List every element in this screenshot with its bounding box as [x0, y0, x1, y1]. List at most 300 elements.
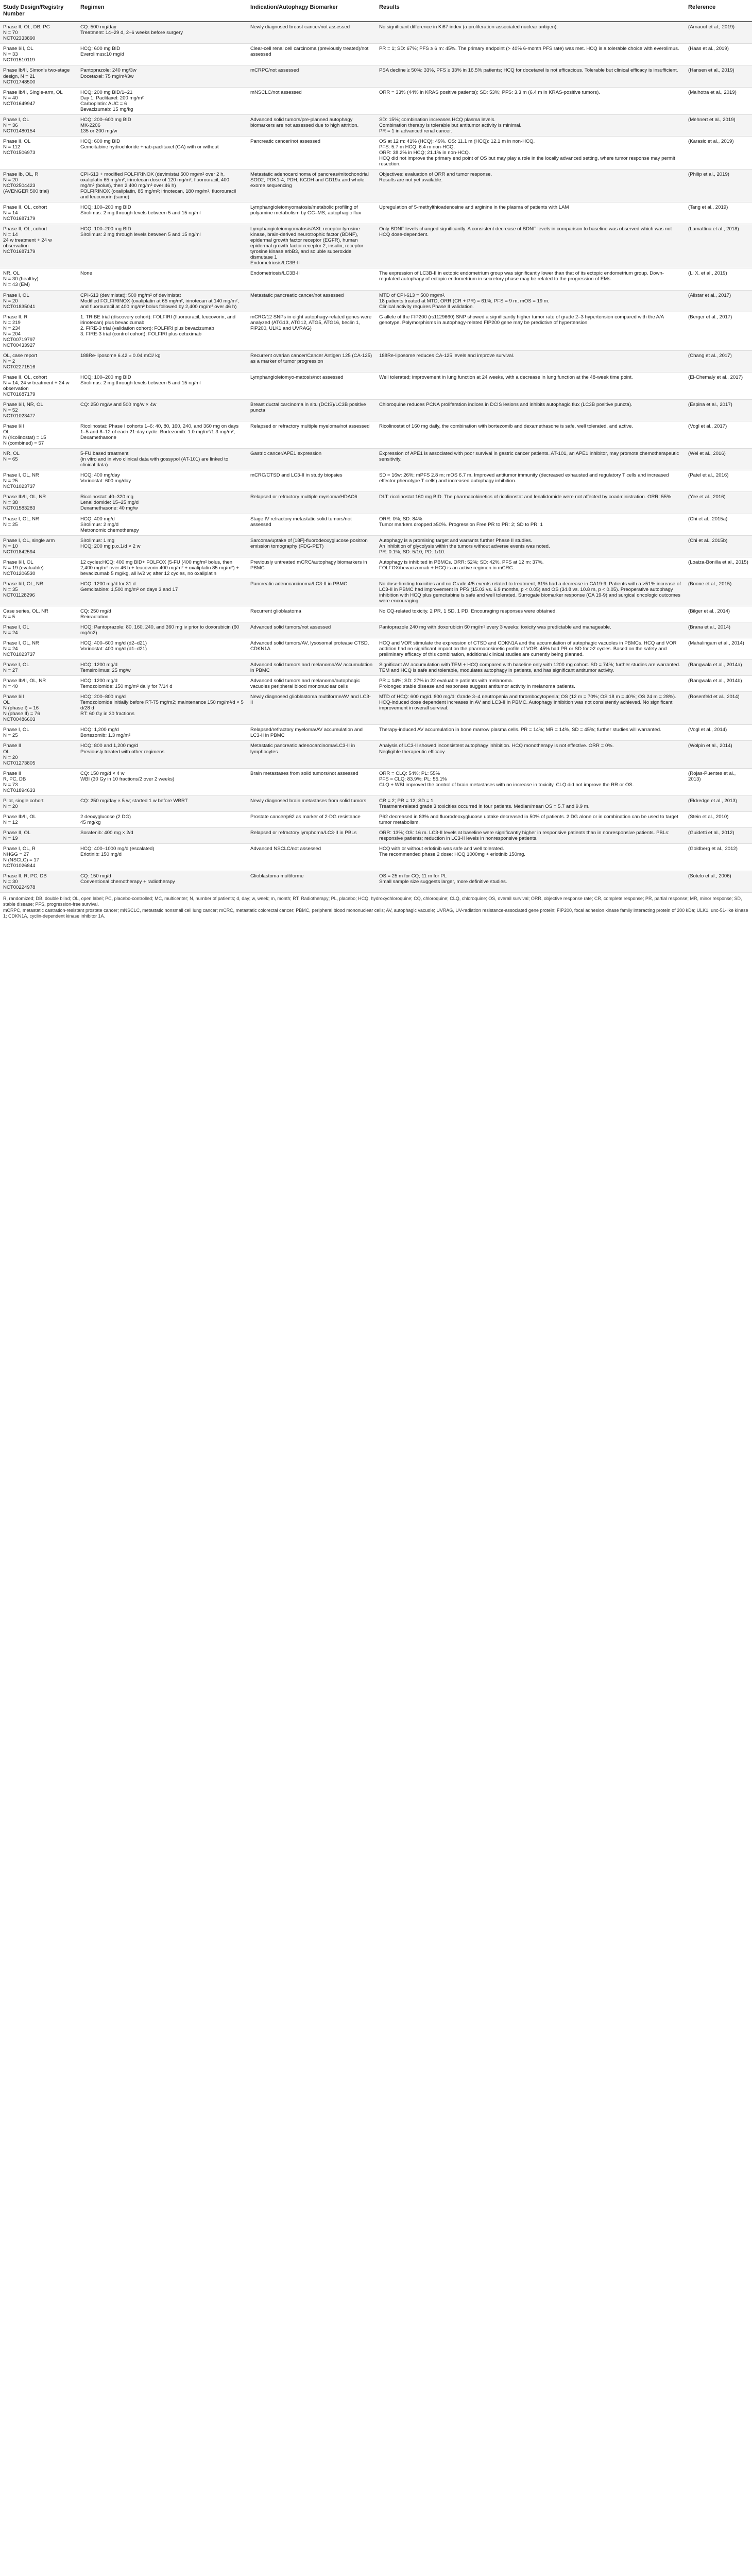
cell-regimen [77, 795, 247, 811]
table-row [0, 579, 752, 606]
cell-regimen-text: HCQ: 200–600 mg BID MK-2206 135 or 200 mg/w [80, 116, 131, 134]
cell-study-design-text: Phase I, OL, NR N = 25 NCT01023737 [3, 472, 39, 490]
cell-indication-text: Lymphangioleiomyomatosis/metabolic profiling of polyamine metabolism by GC–MS; autophagic flux [250, 205, 361, 216]
cell-reference [685, 44, 752, 65]
cell-reference-text: (Vogl et al., 2017) [688, 423, 727, 430]
cell-reference [685, 87, 752, 114]
cell-reference [685, 535, 752, 557]
cell-study-design-text: Phase Ib/II, Single-arm, OL N = 40 NCT01649947 [3, 89, 63, 107]
cell-regimen [77, 421, 247, 449]
cell-results [376, 768, 685, 795]
cell-regimen-text: Sirolimus: 1 mg HCQ: 200 mg p.o.1/d × 2 w [80, 537, 141, 549]
cell-regimen [77, 268, 247, 290]
cell-regimen [77, 692, 247, 725]
cell-study-design-text: Phase Ib/II, OL, NR N = 38 NCT01583283 [3, 494, 46, 512]
cell-regimen [77, 290, 247, 312]
table-row [0, 871, 752, 893]
cell-regimen [77, 579, 247, 606]
table-row [0, 768, 752, 795]
cell-results-text: Only BDNF levels changed significantly. A consistent decrease of BDNF levels in comparison to baseline was observed which was not HCQ dose-dependent. [379, 226, 672, 238]
table-row [0, 312, 752, 350]
cell-regimen [77, 169, 247, 202]
table-row [0, 87, 752, 114]
cell-results [376, 44, 685, 65]
header-reference: Reference [685, 0, 752, 22]
cell-study-design [0, 535, 77, 557]
cell-indication [247, 725, 376, 741]
table-row [0, 449, 752, 470]
cell-regimen [77, 843, 247, 871]
cell-results-text: ORR: 0%; SD: 84% Tumor markers dropped ≥50%. Progression Free PR to PR: 2; SD to PR: 1 [379, 516, 543, 528]
cell-results-text: Autophagy is inhibited in PBMCs. ORR: 52%; SD: 42%. PFS at 12 m: 37%. FOLFOX/bevacizumab + HCQ is an active regimen in mCRC. [379, 559, 544, 571]
cell-indication-text: Breast ductal carcinoma in situ (DCIS)/LC3B positive puncta [250, 402, 366, 414]
cell-reference-text: (Rangwala et al., 2014b) [688, 678, 742, 684]
cell-reference [685, 290, 752, 312]
cell-study-design [0, 268, 77, 290]
cell-indication [247, 795, 376, 811]
cell-indication-text: Newly diagnosed glioblastoma multiforme/AV and LC3-II [250, 694, 371, 706]
cell-reference-text: (Sotelo et al., 2006) [688, 873, 731, 879]
cell-reference [685, 400, 752, 421]
cell-indication-text: Relapsed or refractory multiple myeloma/not assessed [250, 423, 370, 430]
cell-results-text: PR = 1; SD: 67%; PFS ≥ 6 m: 45%. The primary endpoint (> 40% 6-month PFS rate) was met. HCQ is a tolerable choice with everolimus. [379, 46, 679, 52]
cell-study-design [0, 421, 77, 449]
cell-regimen-text: Pantoprazole: 240 mg/3w Docetaxel: 75 mg/m²/3w [80, 67, 136, 79]
table-row [0, 811, 752, 827]
cell-study-design [0, 741, 77, 768]
cell-indication-text: Advanced solid tumors/AV, lysosomal protease CTSD, CDKN1A [250, 640, 369, 652]
cell-results-text: SD = 16w: 26%; mPFS 2.8 m; mOS 6.7 m. Improved antitumor immunity (decreased exhausted and regulatory T cells and increased effector phenotype T cells) and increased autophagy inhibition. [379, 472, 669, 484]
cell-regimen-text: HCQ: 1200 mg/d for 31 d Gemcitabine: 1,500 mg/m² on days 3 and 17 [80, 581, 178, 592]
cell-indication-text: Advanced solid tumors/not assessed [250, 624, 331, 630]
cell-results-text: Analysis of LC3-II showed inconsistent autophagy inhibition. HCQ monotherapy is not effective. ORR = 0%. Negligible therapeutic efficacy. [379, 743, 614, 755]
cell-regimen-text: Sorafenib: 400 mg × 2/d [80, 829, 133, 836]
cell-reference [685, 660, 752, 676]
cell-reference-text: (Malhotra et al., 2019) [688, 89, 737, 95]
cell-reference [685, 871, 752, 893]
cell-regimen-text: HCQ: 1,200 mg/d Bortezomib: 1.3 mg/m² [80, 727, 131, 739]
cell-indication-text: Metastatic pancreatic cancer/not assessed [250, 292, 344, 298]
cell-indication [247, 638, 376, 660]
cell-indication [247, 676, 376, 692]
table-row [0, 492, 752, 514]
cell-regimen-text: CQ: 250 mg/day × 5 w; started 1 w before WBRT [80, 798, 188, 804]
cell-regimen [77, 224, 247, 268]
cell-indication-text: mCRC/12 SNPs in eight autophagy-related genes were analyzed (ATG13, ATG12, ATG5, ATG16, beclin 1, FIP200, ULK1 and UVRAG) [250, 314, 372, 331]
cell-reference [685, 22, 752, 44]
cell-regimen [77, 725, 247, 741]
cell-indication [247, 606, 376, 622]
cell-indication-text: mCRC/CTSD and LC3-II in study biopsies [250, 472, 343, 479]
cell-study-design-text: Phase II, OL, cohort N = 14, 24 w treatment + 24 w observation NCT01687179 [3, 374, 70, 397]
cell-indication [247, 768, 376, 795]
cell-indication [247, 65, 376, 87]
cell-study-design [0, 768, 77, 795]
cell-regimen-text: HCQ: 200 mg BID/1–21 Day 1: Paclitaxel: 200 mg/m² Carboplatin: AUC = 6 Bevacizumab: 15 mg/kg [80, 89, 144, 112]
cell-reference-text: (Arnaout et al., 2019) [688, 24, 735, 30]
cell-reference [685, 514, 752, 535]
cell-reference [685, 579, 752, 606]
cell-study-design [0, 87, 77, 114]
cell-results-text: CR = 2; PR = 12; SD = 1 Treatment-related grade 3 toxicities occurred in four patients. Median/mean OS = 5.7 and 9.9 m. [379, 798, 590, 809]
cell-indication-text: Lymphangioleiomyomatosis/AXL receptor tyrosine kinase, brain-derived neurotrophic factor (BDNF), epidermal growth factor receptor (EGFR), human epidermal growth factor receptor 2, insulin, receptor tyrosine kinase erbB3, and soluble superoxide dismutase 1 Endometriosis/LC3B-II [250, 226, 364, 266]
cell-regimen [77, 622, 247, 638]
cell-reference-text: (Wolpin et al., 2014) [688, 743, 732, 749]
cell-results [376, 224, 685, 268]
cell-reference [685, 114, 752, 136]
cell-indication [247, 372, 376, 399]
cell-reference-text: (Philip et al., 2019) [688, 171, 729, 177]
cell-results [376, 202, 685, 224]
cell-results-text: The expression of LC3B-II in ectopic endometrium group was significantly lower than that of its ectopic endometrium group. Down-regulated autophagy of ectopic endometrium in secretory phase may be related to the progression of EMs. [379, 270, 664, 282]
cell-study-design [0, 400, 77, 421]
cell-reference-text: (Hansen et al., 2019) [688, 67, 734, 74]
cell-indication-text: Pancreatic cancer/not assessed [250, 138, 320, 144]
cell-study-design-text: NR, OL N = 65 [3, 451, 20, 463]
header-regimen: Regimen [77, 0, 247, 22]
cell-indication [247, 557, 376, 579]
cell-regimen [77, 606, 247, 622]
cell-indication [247, 350, 376, 372]
cell-results [376, 312, 685, 350]
cell-study-design-text: Phase I/II, OL, NR N = 35 NCT01128296 [3, 581, 43, 598]
cell-results [376, 622, 685, 638]
table-row [0, 638, 752, 660]
cell-reference-text: (Wei et al., 2016) [688, 451, 726, 457]
table-row [0, 827, 752, 843]
cell-reference [685, 827, 752, 843]
cell-results-text: Chloroquine reduces PCNA proliferation indices in DCIS lesions and inhibits autophagic flux (LC3B positive puncta). [379, 402, 633, 408]
cell-results-text: PR = 14%; SD: 27% in 22 evaluable patients with melanoma. Prolonged stable disease and responses suggest antitumor activity in melanoma patients. [379, 678, 575, 690]
cell-regimen-text: HCQ: 400 mg/day Vorinostat: 600 mg/day [80, 472, 131, 484]
cell-indication-text: Previously untreated mCRC/autophagy biomarkers in PBMC [250, 559, 367, 571]
cell-study-design-text: Phase I/II, OL N = 33 NCT01510119 [3, 46, 35, 63]
cell-results-text: ORR = CLQ: 54%; PL: 55% PFS = CLQ: 83.9%; PL: 55.1% CLQ + WBI improved the control of brain metastases with no increase in toxicity. CLQ did not improve the RR or OS. [379, 770, 634, 788]
cell-study-design [0, 514, 77, 535]
cell-results-text: SD: 15%; combination increases HCQ plasma levels. Combination therapy is tolerable but antitumor activity is minimal. PR = 1 in advanced renal cancer. [379, 116, 522, 134]
cell-results-text: PSA decline ≥ 50%: 33%, PFS ≥ 33% in 16.5% patients; HCQ for docetaxel is not efficacious. Tolerable but clinical efficacy is insufficient. [379, 67, 678, 74]
cell-study-design-text: Phase I/II, OL N = 19 (evaluable) NCT01206530 [3, 559, 44, 577]
cell-study-design-text: Phase Ib/II, Simon's two-stage design, N = 21 NCT01748500 [3, 67, 70, 85]
header-row [0, 0, 752, 22]
cell-regimen-text: HCQ: 400–1000 mg/d (escalated) Erlotinib: 150 mg/d [80, 845, 155, 857]
cell-indication-text: Relapsed or refractory multiple myeloma/HDAC6 [250, 494, 357, 500]
cell-study-design [0, 136, 77, 169]
cell-regimen [77, 22, 247, 44]
cell-indication-text: Pancreatic adenocarcinoma/LC3-II in PBMC [250, 581, 348, 587]
cell-results [376, 741, 685, 768]
cell-indication [247, 169, 376, 202]
cell-reference [685, 741, 752, 768]
cell-study-design [0, 843, 77, 871]
cell-results-text: No significant difference in Ki67 index (a proliferation-associated nuclear antigen). [379, 24, 558, 30]
cell-reference-text: (Patel et al., 2016) [688, 472, 729, 479]
cell-reference [685, 768, 752, 795]
table-row [0, 622, 752, 638]
header-results: Results [376, 0, 685, 22]
cell-indication [247, 843, 376, 871]
cell-study-design [0, 676, 77, 692]
cell-regimen [77, 372, 247, 399]
cell-results [376, 725, 685, 741]
cell-regimen-text: HCQ: 100–200 mg BID Sirolimus: 2 mg through levels between 5 and 15 ng/ml [80, 205, 201, 216]
table-row [0, 44, 752, 65]
cell-reference-text: (Rosenfeld et al., 2014) [688, 694, 740, 700]
cell-reference-text: (Bilger et al., 2014) [688, 608, 730, 614]
cell-study-design [0, 795, 77, 811]
cell-study-design [0, 202, 77, 224]
cell-regimen-text: HCQ: 600 mg BID Everolimus:10 mg/d [80, 46, 124, 58]
table-row [0, 350, 752, 372]
cell-study-design [0, 114, 77, 136]
cell-study-design-text: Phase I/II OL N (ricolinostat) = 15 N (combined) = 57 [3, 423, 46, 447]
cell-reference [685, 312, 752, 350]
cell-indication [247, 224, 376, 268]
cell-indication-text: mCRPC/not assessed [250, 67, 299, 74]
cell-reference [685, 638, 752, 660]
table-row [0, 224, 752, 268]
header-indication: Indication/Autophagy Biomarker [247, 0, 376, 22]
table-row [0, 557, 752, 579]
cell-regimen [77, 312, 247, 350]
cell-reference-text: (Chi et al., 2015a) [688, 516, 728, 522]
cell-study-design-text: Phase Ib, OL, R N = 20 NCT02504423 (AVENGER 500 trial) [3, 171, 49, 195]
cell-reference-text: (Espina et al., 2017) [688, 402, 732, 408]
cell-results [376, 372, 685, 399]
cell-indication-text: Clear-cell renal cell carcinoma (previously treated)/not assessed [250, 46, 369, 58]
cell-regimen-text: 12 cycles:HCQ: 400 mg BID+ FOLFOX (5-FU (400 mg/m² bolus, then 2,400 mg/m² over 46 h + leucovorin 400 mg/m² + oxaliplatin 85 mg/m²) + bevacizumab 5 mg/kg, all iv/2 w; after 12 cycles, no oxaliplatin [80, 559, 239, 577]
cell-reference [685, 224, 752, 268]
cell-indication [247, 470, 376, 492]
cell-reference-text: (El-Chemaly et al., 2017) [688, 374, 743, 380]
cell-study-design [0, 827, 77, 843]
cell-reference [685, 557, 752, 579]
cell-indication [247, 202, 376, 224]
cell-study-design [0, 725, 77, 741]
table-footnote: R, randomized; DB, double blind; OL, open label; PC, placebo-controlled; MC, multicenter; N, number of patients; d, day; w, week; m, month; RT, Radiotherapy; PL, placebo; HCQ, hydroxychloroquine; CQ, chloroquine; CLQ, chloroquine; OS, overall survival; ORR, objective response rate; CR, complete response; PR, partial response; MR, minor response; SD, stable disease; PFS, progression-free survival. mCRPC, metastatic castration-resistant prostate cancer; mNSCLC, metastatic nonsmall cell lung cancer; mCRC, metastatic colorectal cancer; PBMC, peripheral blood mononuclear cells; AV, autophagic vacuole; UVRAG, UV-radiation resistance-associated gene protein; FIP200, focal adhesion kinase family interacting protein of 200 kDa; ULK1, unc-51-like kinase 1; CDKN1A, cyclin-dependent kinase inhibitor 1A. [3, 896, 748, 919]
cell-indication-text: Endometriosis/LC3B-II [250, 270, 300, 277]
cell-results [376, 290, 685, 312]
cell-reference-text: (Vogl et al., 2014) [688, 727, 727, 733]
cell-indication-text: Advanced solid tumors and melanoma/autophagic vacuoles peripheral blood mononuclear cells [250, 678, 360, 690]
cell-regimen [77, 827, 247, 843]
cell-study-design [0, 224, 77, 268]
cell-reference-text: (Karasic et al., 2019) [688, 138, 734, 144]
cell-study-design-text: Phase I, OL, NR N = 25 [3, 516, 39, 528]
cell-reference-text: (Brana et al., 2014) [688, 624, 731, 630]
cell-study-design [0, 811, 77, 827]
cell-study-design-text: Pilot, single cohort N = 20 [3, 798, 44, 809]
cell-results-text: Significant AV accumulation with TEM + HCQ compared with baseline only with 1200 mg cohort. SD = 74%; further studies are warranted. TEM and HCQ is safe and tolerable, modulates autophagy in patients, and has significant antitumor activity. [379, 662, 680, 674]
cell-results-text: Objectives: evaluation of ORR and tumor response. Results are not yet available. [379, 171, 492, 183]
cell-study-design [0, 579, 77, 606]
cell-regimen-text: None [80, 270, 92, 277]
cell-study-design-text: Phase II, OL, cohort N = 14 24 w treatment + 24 w observation NCT01687179 [3, 226, 52, 255]
cell-results [376, 470, 685, 492]
cell-reference-text: (Mehnert et al., 2019) [688, 116, 736, 123]
cell-indication [247, 692, 376, 725]
table-row [0, 169, 752, 202]
cell-indication-text: Advanced NSCLC/not assessed [250, 845, 321, 852]
cell-results-text: Well tolerated; improvement in lung function at 24 weeks, with a decrease in lung function at the 48-week time point. [379, 374, 633, 380]
cell-results-text: MTD of HCQ: 600 mg/d. 800 mg/d: Grade 3–4 neutropenia and thrombocytopenia; OS (12 m = 70%; OS 18 m = 40%; OS 24 m = 28%). HCQ-induced dose dependent increases in AV and LC3-II in PBMC. Autophagy inhibition was not consistently achieved. No significant improvement in overall survival. [379, 694, 676, 711]
cell-results-text: Upregulation of 5-methylthioadenosine and arginine in the plasma of patients with LAM [379, 205, 569, 211]
cell-study-design-text: Phase II OL N = 20 NCT01273805 [3, 743, 36, 766]
cell-regimen-text: 2 deoxyglucose (2 DG) 45 mg/kg [80, 814, 131, 825]
table-row [0, 400, 752, 421]
cell-study-design [0, 492, 77, 514]
cell-results-text: P62 decreased in 83% and fluorodeoxyglucose uptake decreased in 50% of patients. 2 DG alone or in combination can be used to target tumor metabolism. [379, 814, 678, 825]
table-row [0, 843, 752, 871]
cell-study-design-text: Phase II, OL, DB, PC N = 70 NCT02333890 [3, 24, 50, 42]
table-row [0, 421, 752, 449]
table-row [0, 22, 752, 44]
cell-regimen-text: 5-FU based treatment (in vitro and in vivo clinical data with gossypol (AT-101) are linked to clinical data) [80, 451, 229, 468]
cell-study-design [0, 290, 77, 312]
cell-regimen-text: HCQ: 100–200 mg BID Sirolimus: 2 mg through levels between 5 and 15 ng/ml [80, 226, 201, 238]
cell-study-design [0, 44, 77, 65]
cell-indication [247, 44, 376, 65]
cell-results [376, 65, 685, 87]
cell-study-design [0, 350, 77, 372]
cell-results [376, 871, 685, 893]
cell-regimen-text: 188Re-liposome 6.42 ± 0.04 mCi/ kg [80, 352, 161, 359]
cell-reference-text: (Mahalingam et al., 2014) [688, 640, 744, 647]
table-row [0, 692, 752, 725]
cell-results-text: DLT: ricolinostat 160 mg BID. The pharmacokinetics of ricolinostat and lenalidomide were not affected by coadministration. ORR: 55% [379, 494, 671, 500]
cell-reference [685, 811, 752, 827]
cell-results-text: OS at 12 m: 41% (HCQ): 49%. OS: 11.1 m (HCQ): 12.1 m in non-HCQ. PFS: 5.7 m HCQ; 6.4 m non-HCQ. ORR: 38.2% in HCQ; 21.1% in non-HCQ. HCQ did not improve the primary end point of OS but may play a role in the locally advanced setting, where tumor response may permit resection. [379, 138, 675, 167]
cell-regimen [77, 114, 247, 136]
cell-results [376, 449, 685, 470]
cell-indication [247, 535, 376, 557]
cell-indication-text: Stage IV refractory metastatic solid tumors/not assessed [250, 516, 352, 528]
cell-reference [685, 350, 752, 372]
cell-study-design-text: Phase II, OL, cohort N = 14 NCT01687179 [3, 205, 47, 222]
cell-indication [247, 290, 376, 312]
cell-results-text: 188Re-liposome reduces CA-125 levels and improve survival. [379, 352, 515, 359]
cell-regimen [77, 350, 247, 372]
cell-indication [247, 579, 376, 606]
cell-study-design [0, 622, 77, 638]
cell-indication-text: Recurrent glioblastoma [250, 608, 301, 614]
cell-reference-text: (Berger et al., 2017) [688, 314, 732, 320]
table-row [0, 65, 752, 87]
cell-regimen-text: CPI-613 (devimistat): 500 mg/m² of devimistat Modified FOLFIRINOX (oxaliplatin at 65 mg/m², irinotecan at 140 mg/m², and fluorouracil at 400 mg/m² bolus followed by 2,400 mg/m² over 46 h) [80, 292, 239, 310]
cell-reference [685, 372, 752, 399]
cell-results-text: Therapy-induced AV accumulation in bone marrow plasma cells. PR = 14%; MR = 14%, SD = 45%; further studies will warranted. [379, 727, 661, 733]
cell-reference-text: (Lamattina et al., 2018) [688, 226, 739, 232]
cell-regimen-text: CQ: 500 mg/day Treatment: 14–29 d, 2–6 weeks before surgery [80, 24, 183, 36]
cell-study-design-text: Phase I, OL N = 24 [3, 624, 29, 636]
cell-regimen-text: HCQ: 400–600 mg/d (d2–d21) Vorinostat: 400 mg/d (d1–d21) [80, 640, 147, 652]
table-row [0, 136, 752, 169]
cell-results-text: MTD of CPI-613 = 500 mg/m². 18 patients treated at MTD, ORR (CR + PR) = 61%, PFS = 9 m, mOS = 19 m. Clinical activity requires Phase II validation. [379, 292, 550, 310]
cell-indication [247, 811, 376, 827]
cell-results-text: Expression of APE1 is associated with poor survival in gastric cancer patients. AT-101, an APE1 inhibitor, may promote chemotherapeutic sensitivity. [379, 451, 679, 463]
cell-study-design-text: Phase Ib/II, OL, NR N = 40 [3, 678, 46, 690]
cell-regimen-text: CQ: 150 mg/d Conventional chemotherapy + radiotherapy [80, 873, 175, 885]
cell-results-text: G allele of the FIP200 (rs1129660) SNP showed a significantly higher tumor rate of grade 2–3 hypertension compared with the A/A genotype. Polymorphisms in autophagy-related FIP200 gene may be predictive of hypertension. [379, 314, 664, 326]
cell-reference-text: (Rojas-Puentes et al., 2013) [688, 770, 736, 782]
cell-study-design-text: Phase II, R, PC, DB N = 30 NCT00224978 [3, 873, 47, 891]
cell-results-text: HCQ with or without erlotinib was safe and well tolerated. The recommended phase 2 dose: HCQ 1000mg + erlotinib 150mg. [379, 845, 525, 857]
cell-regimen [77, 514, 247, 535]
cell-indication-text: Newly diagnosed breast cancer/not assessed [250, 24, 350, 30]
cell-regimen-text: 1. TRIBE trial (discovery cohort): FOLFIRI (fluorouracil, leucovorin, and irinotecan) plus bevacizumab 2. FIRE-3 trial (validation cohort): FOLFIRI plus bevacizumab 3. FIRE-3 trial (control cohort): FOLFIRI plus cetuximab [80, 314, 236, 337]
cell-results [376, 22, 685, 44]
cell-reference-text: (Guidetti et al., 2012) [688, 829, 734, 836]
cell-indication-text: Brain metastases from solid tumors/not assessed [250, 770, 358, 776]
cell-results [376, 606, 685, 622]
table-body [0, 22, 752, 892]
cell-indication-text: Recurrent ovarian cancer/Cancer Antigen 125 (CA-125) as a marker of tumor progression [250, 352, 372, 364]
table-row [0, 514, 752, 535]
cell-indication-text: mNSCLC/not assessed [250, 89, 302, 95]
cell-regimen [77, 87, 247, 114]
cell-study-design-text: Phase II R, PC, DB N = 73 NCT01894633 [3, 770, 36, 793]
cell-study-design [0, 372, 77, 399]
cell-study-design-text: OL, case report N = 2 NCT02271516 [3, 352, 38, 370]
cell-study-design-text: Phase I, OL N = 20 NCT01835041 [3, 292, 36, 310]
cell-reference [685, 725, 752, 741]
cell-results [376, 535, 685, 557]
cell-reference [685, 136, 752, 169]
cell-results [376, 350, 685, 372]
table-row [0, 114, 752, 136]
cell-indication [247, 827, 376, 843]
cell-results [376, 514, 685, 535]
cell-regimen [77, 557, 247, 579]
cell-regimen [77, 202, 247, 224]
cell-indication-text: Relapsed or refractory lymphoma/LC3-II in PBLs [250, 829, 357, 836]
cell-reference [685, 268, 752, 290]
cell-results [376, 843, 685, 871]
cell-study-design-text: NR, OL N = 30 (healthy) N = 43 (EM) [3, 270, 39, 288]
cell-regimen-text: CQ: 150 mg/d × 4 w WBI (30 Gy in 10 fractions/2 over 2 weeks) [80, 770, 175, 782]
cell-reference-text: (Alistar et al., 2017) [688, 292, 731, 298]
cell-results-text: No dose-limiting toxicities and no Grade 4/5 events related to treatment, 61% had a decrease in CA19-9. Patients with a >51% increase of LC3-II in PBMC had improvement in PFS (15.03 vs. 6.9 months, p < 0.05) and OS (34.8 vs. 10.8 m, p < 0.05). Preoperative autophagy inhibition with HCQ plus gemcitabine is safe and well tolerated. Surrogate biomarker response (CA 19-9) and surgical oncologic outcomes were encouraging. [379, 581, 681, 604]
cell-reference [685, 692, 752, 725]
cell-regimen [77, 676, 247, 692]
cell-regimen-text: HCQ: 1200 mg/d Temozolomide: 150 mg/m² daily for 7/14 d [80, 678, 173, 690]
cell-study-design [0, 692, 77, 725]
cell-indication-text: Advanced solid tumors/pre-planned autophagy biomarkers are not assessed due to high attrition. [250, 116, 359, 128]
cell-study-design [0, 606, 77, 622]
cell-indication-text: Prostate cancer/p62 as marker of 2-DG resistance [250, 814, 361, 820]
cell-reference-text: (Boone et al., 2015) [688, 581, 732, 587]
cell-reference-text: (Eldredge et al., 2013) [688, 798, 737, 804]
table-row [0, 268, 752, 290]
cell-indication [247, 421, 376, 449]
cell-results [376, 400, 685, 421]
cell-indication-text: Advanced solid tumors and melanoma/AV accumulation in PBMC [250, 662, 373, 674]
cell-indication [247, 22, 376, 44]
cell-indication [247, 492, 376, 514]
cell-study-design-text: Phase Ib/II, OL N = 12 [3, 814, 36, 825]
cell-indication-text: Lymphangioleiomyo-matosis/not assessed [250, 374, 344, 380]
cell-regimen [77, 136, 247, 169]
cell-indication-text: Metastatic adenocarcinoma of pancreas/mitochondrial SOD2, PDK1-4, PDH, KGDH and CD19a and whole exome sequencing [250, 171, 369, 189]
cell-reference-text: (Rangwala et al., 2014a) [688, 662, 742, 668]
cell-results [376, 795, 685, 811]
cell-study-design [0, 169, 77, 202]
header-study-design: Study Design/Registry Number [0, 0, 77, 22]
cell-study-design-text: Phase I/II, NR, OL N = 52 NCT01023477 [3, 402, 43, 419]
cell-reference-text: (Li X. et al., 2019) [688, 270, 727, 277]
cell-regimen [77, 492, 247, 514]
table-row [0, 290, 752, 312]
